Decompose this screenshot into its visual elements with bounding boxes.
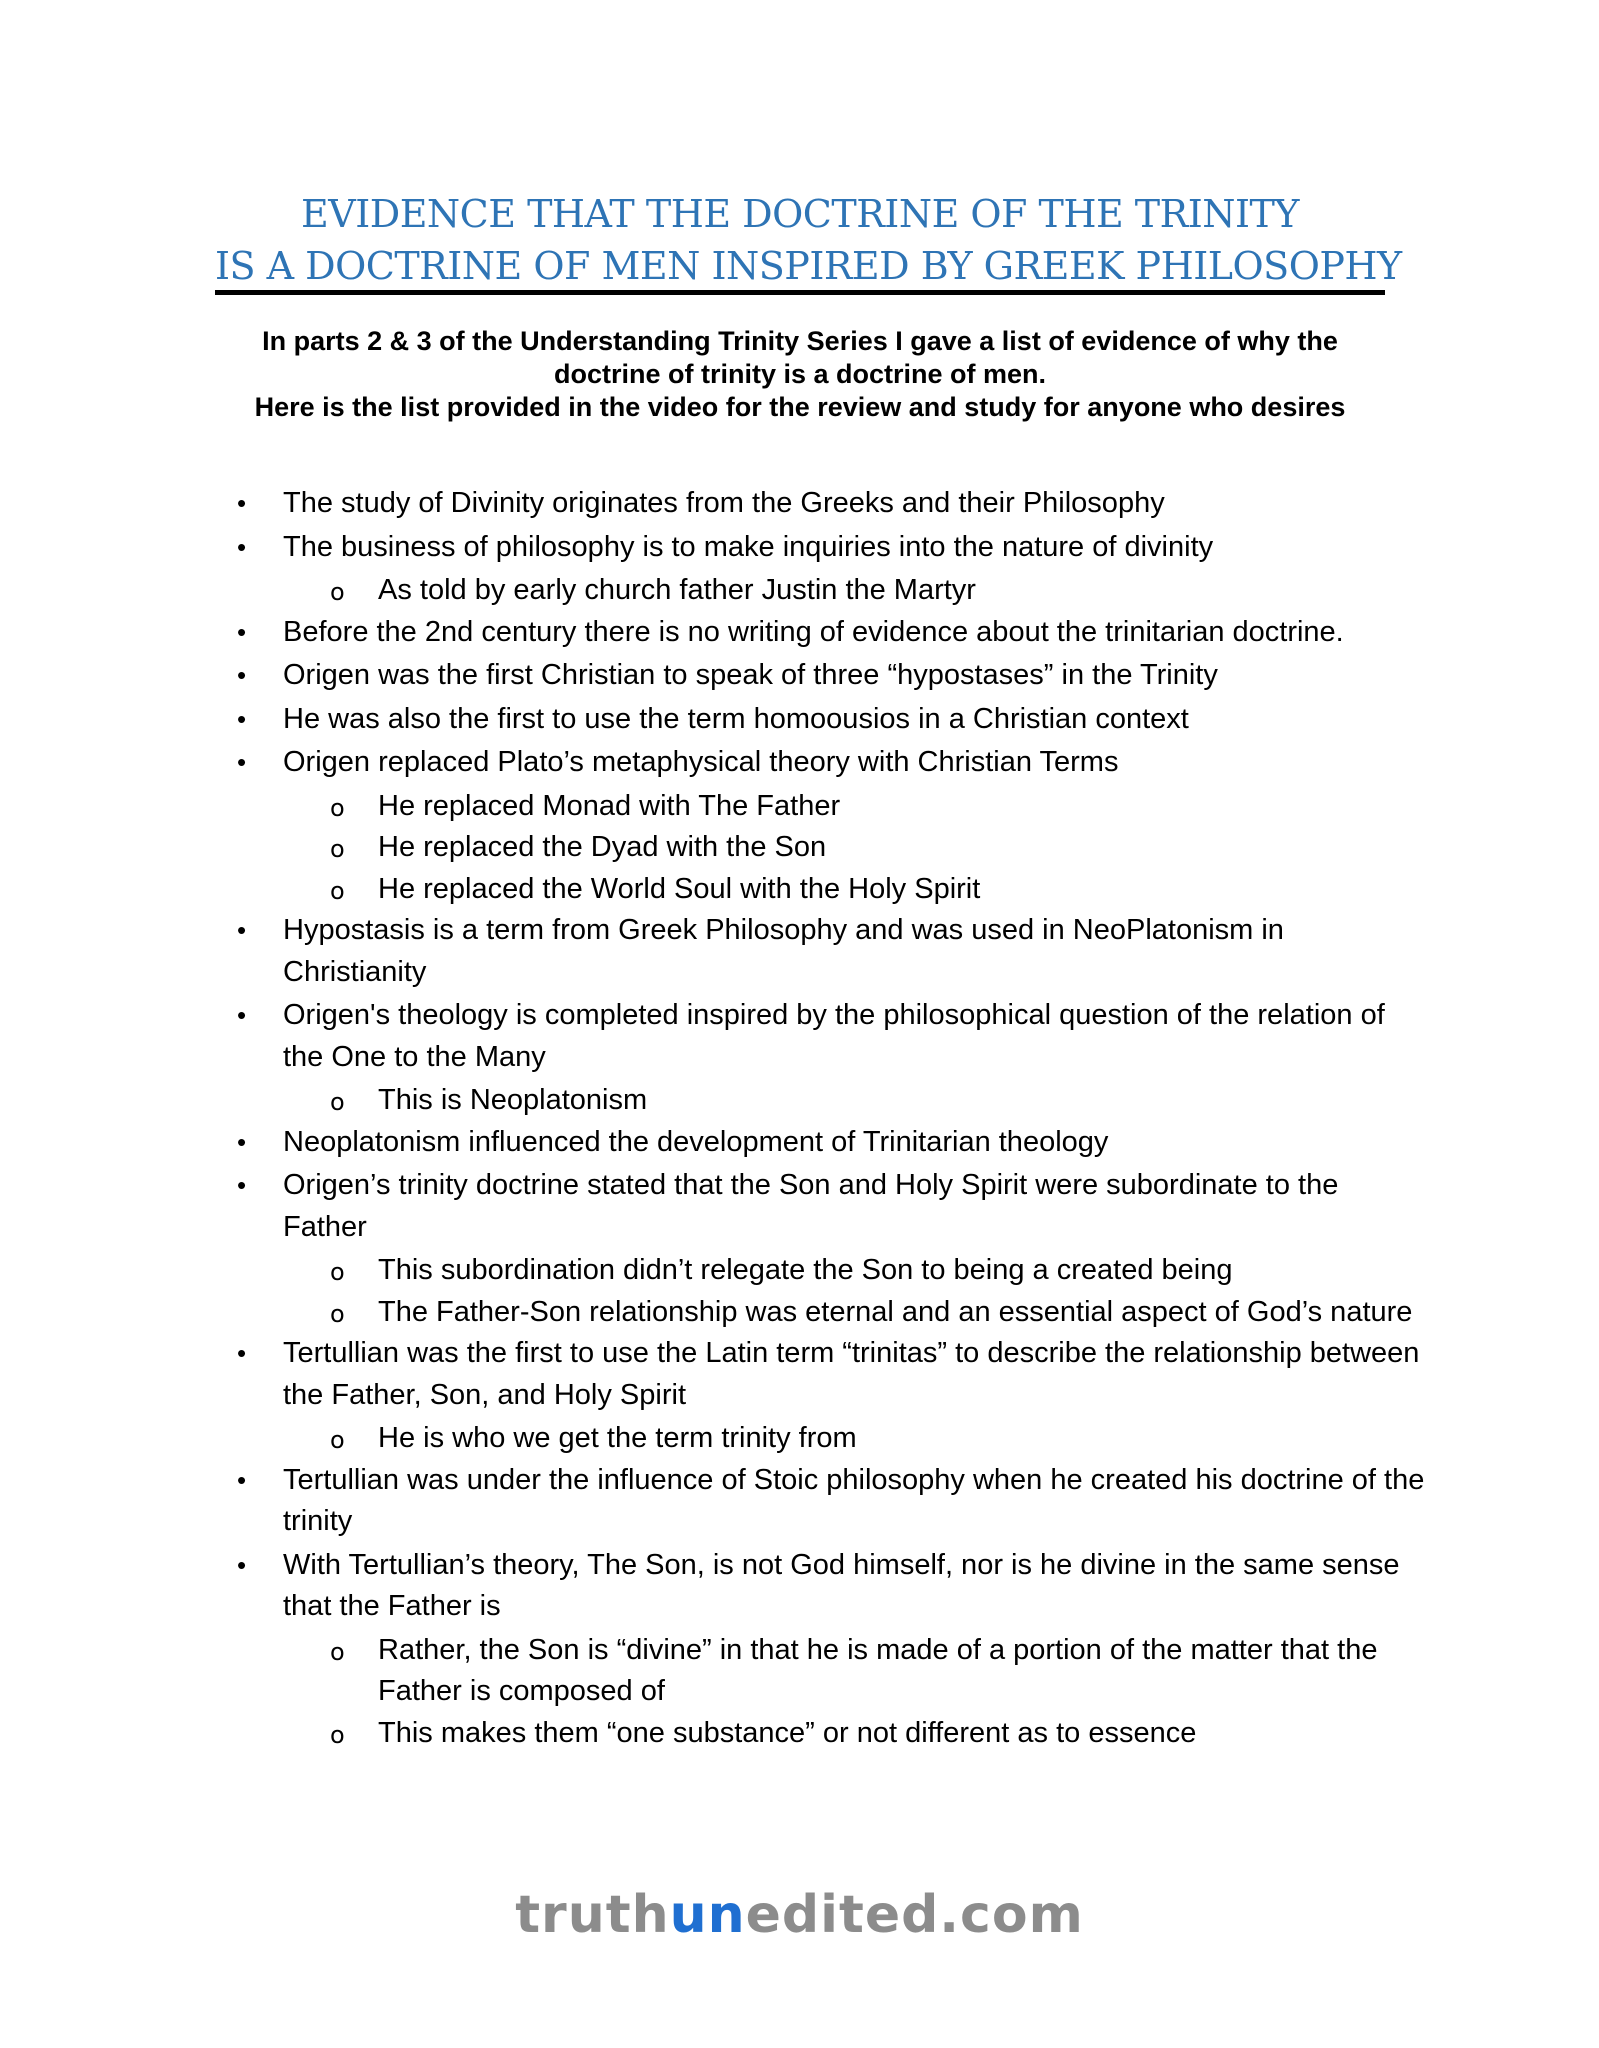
intro-paragraph (200, 325, 1400, 424)
list-item (0, 1545, 1599, 1628)
sub-list-item (0, 1418, 1599, 1460)
list-item (0, 527, 1599, 569)
bullet-icon: • (237, 915, 247, 945)
circle-bullet-icon: o (330, 578, 345, 606)
circle-bullet-icon: o (330, 1299, 345, 1328)
list-item-text: With Tertullian’s theory, The Son, is not God himself, nor is he divine in the same sense that the Father is (283, 1548, 1400, 1622)
list-item-text: Origen's theology is completed inspired by the philosophical question of the relation of the One to the Many (283, 999, 1385, 1073)
list-item (0, 483, 1599, 525)
title-line-1: EVIDENCE THAT THE DOCTRINE OF THE TRINITY (301, 192, 1299, 236)
sub-list-item-text: This is Neoplatonism (378, 1084, 648, 1116)
sub-list-item (0, 786, 1599, 828)
sub-list-item (0, 1292, 1599, 1334)
circle-bullet-icon: o (330, 1637, 345, 1666)
bullet-icon: • (237, 531, 247, 562)
list-item (0, 742, 1599, 784)
sub-list-item-text: The Father-Son relationship was eternal and an essential aspect of God’s nature (378, 1295, 1413, 1328)
logo-text-truth: truth (515, 1885, 670, 1945)
bullet-icon: • (237, 1464, 247, 1495)
sub-list-item-text: As told by early church father Justin the Martyr (378, 574, 976, 606)
sub-list-item (0, 570, 1599, 612)
bullet-icon: • (237, 747, 247, 777)
intro-line-3: Here is the list provided in the video for the review and study for anyone who desires (254, 392, 1346, 422)
circle-bullet-icon: o (330, 835, 345, 863)
title-divider (215, 290, 1385, 295)
list-item-text: Origen replaced Plato’s metaphysical theory with Christian Terms (283, 746, 1119, 778)
sub-list-item (0, 1080, 1599, 1122)
sub-list-item-text: He replaced Monad with The Father (378, 789, 841, 822)
sub-list-item (0, 827, 1599, 869)
title-line-2: IS A DOCTRINE OF MEN INSPIRED BY GREEK PHILOSOPHY (215, 244, 1402, 288)
circle-bullet-icon: o (330, 1258, 345, 1286)
circle-bullet-icon: o (330, 1426, 345, 1454)
bullet-icon: • (237, 1170, 247, 1200)
bullet-icon: • (237, 616, 247, 647)
bullet-icon: • (237, 1549, 247, 1580)
list-item (0, 995, 1599, 1078)
bullet-icon: • (237, 1126, 247, 1157)
list-item (0, 699, 1599, 741)
sub-list-item (0, 1630, 1599, 1713)
list-item (0, 1165, 1599, 1248)
list-item-text: Tertullian was under the influence of Stoic philosophy when he created his doctrine of the trinity (283, 1463, 1425, 1537)
sub-list-item-text: This makes them “one substance” or not different as to essence (378, 1716, 1197, 1749)
list-item (0, 1333, 1599, 1416)
logo-text-edited: edited.com (745, 1885, 1084, 1945)
intro-line-1: In parts 2 & 3 of the Understanding Trinity Series I gave a list of evidence of why the (262, 326, 1338, 356)
sub-list-item-text: He is who we get the term trinity from (378, 1422, 857, 1454)
list-item (0, 1460, 1599, 1543)
list-item-text: Before the 2nd century there is no writing of evidence about the trinitarian doctrine. (283, 615, 1344, 648)
sub-list-item-text: He replaced the World Soul with the Holy Spirit (378, 872, 981, 905)
list-item-text: The business of philosophy is to make inquiries into the nature of divinity (283, 530, 1214, 563)
bullet-icon: • (237, 1338, 247, 1368)
document-title (215, 188, 1402, 292)
sub-list-item-text: This subordination didn’t relegate the Son to being a created being (378, 1254, 1233, 1286)
list-item-text: The study of Divinity originates from the Greeks and their Philosophy (283, 487, 1165, 519)
list-item (0, 1122, 1599, 1164)
list-item (0, 612, 1599, 654)
intro-line-2: doctrine of trinity is a doctrine of men. (553, 359, 1047, 389)
list-item (0, 655, 1599, 697)
list-item-text: Neoplatonism influenced the development of Trinitarian theology (283, 1125, 1109, 1158)
circle-bullet-icon: o (330, 793, 345, 822)
list-item-text: Origen was the first Christian to speak of three “hypostases” in the Trinity (283, 659, 1218, 691)
list-item (0, 910, 1599, 993)
site-logo (0, 1885, 1599, 1945)
evidence-list (0, 483, 1599, 1754)
list-item-text: Origen’s trinity doctrine stated that the Son and Holy Spirit were subordinate to the Father (283, 1169, 1339, 1243)
sub-list-item-text: He replaced the Dyad with the Son (378, 831, 827, 863)
sub-list-item (0, 1713, 1599, 1755)
list-item-text: Tertullian was the first to use the Latin term “trinitas” to describe the relationship between the Father, Son, and Holy Spirit (283, 1337, 1420, 1411)
list-item-text: He was also the first to use the term homoousios in a Christian context (283, 702, 1189, 735)
bullet-icon: • (237, 488, 247, 518)
list-item-text: Hypostasis is a term from Greek Philosophy and was used in NeoPlatonism in Christianity (283, 914, 1284, 988)
sub-list-item (0, 1250, 1599, 1292)
circle-bullet-icon: o (330, 876, 345, 905)
logo-text-un: un (669, 1885, 746, 1945)
circle-bullet-icon: o (330, 1720, 345, 1749)
sub-list-item (0, 869, 1599, 911)
bullet-icon: • (237, 660, 247, 690)
bullet-icon: • (237, 1000, 247, 1030)
sub-list-item-text: Rather, the Son is “divine” in that he is made of a portion of the matter that the Father is composed of (378, 1633, 1378, 1707)
circle-bullet-icon: o (330, 1088, 345, 1116)
bullet-icon: • (237, 703, 247, 734)
